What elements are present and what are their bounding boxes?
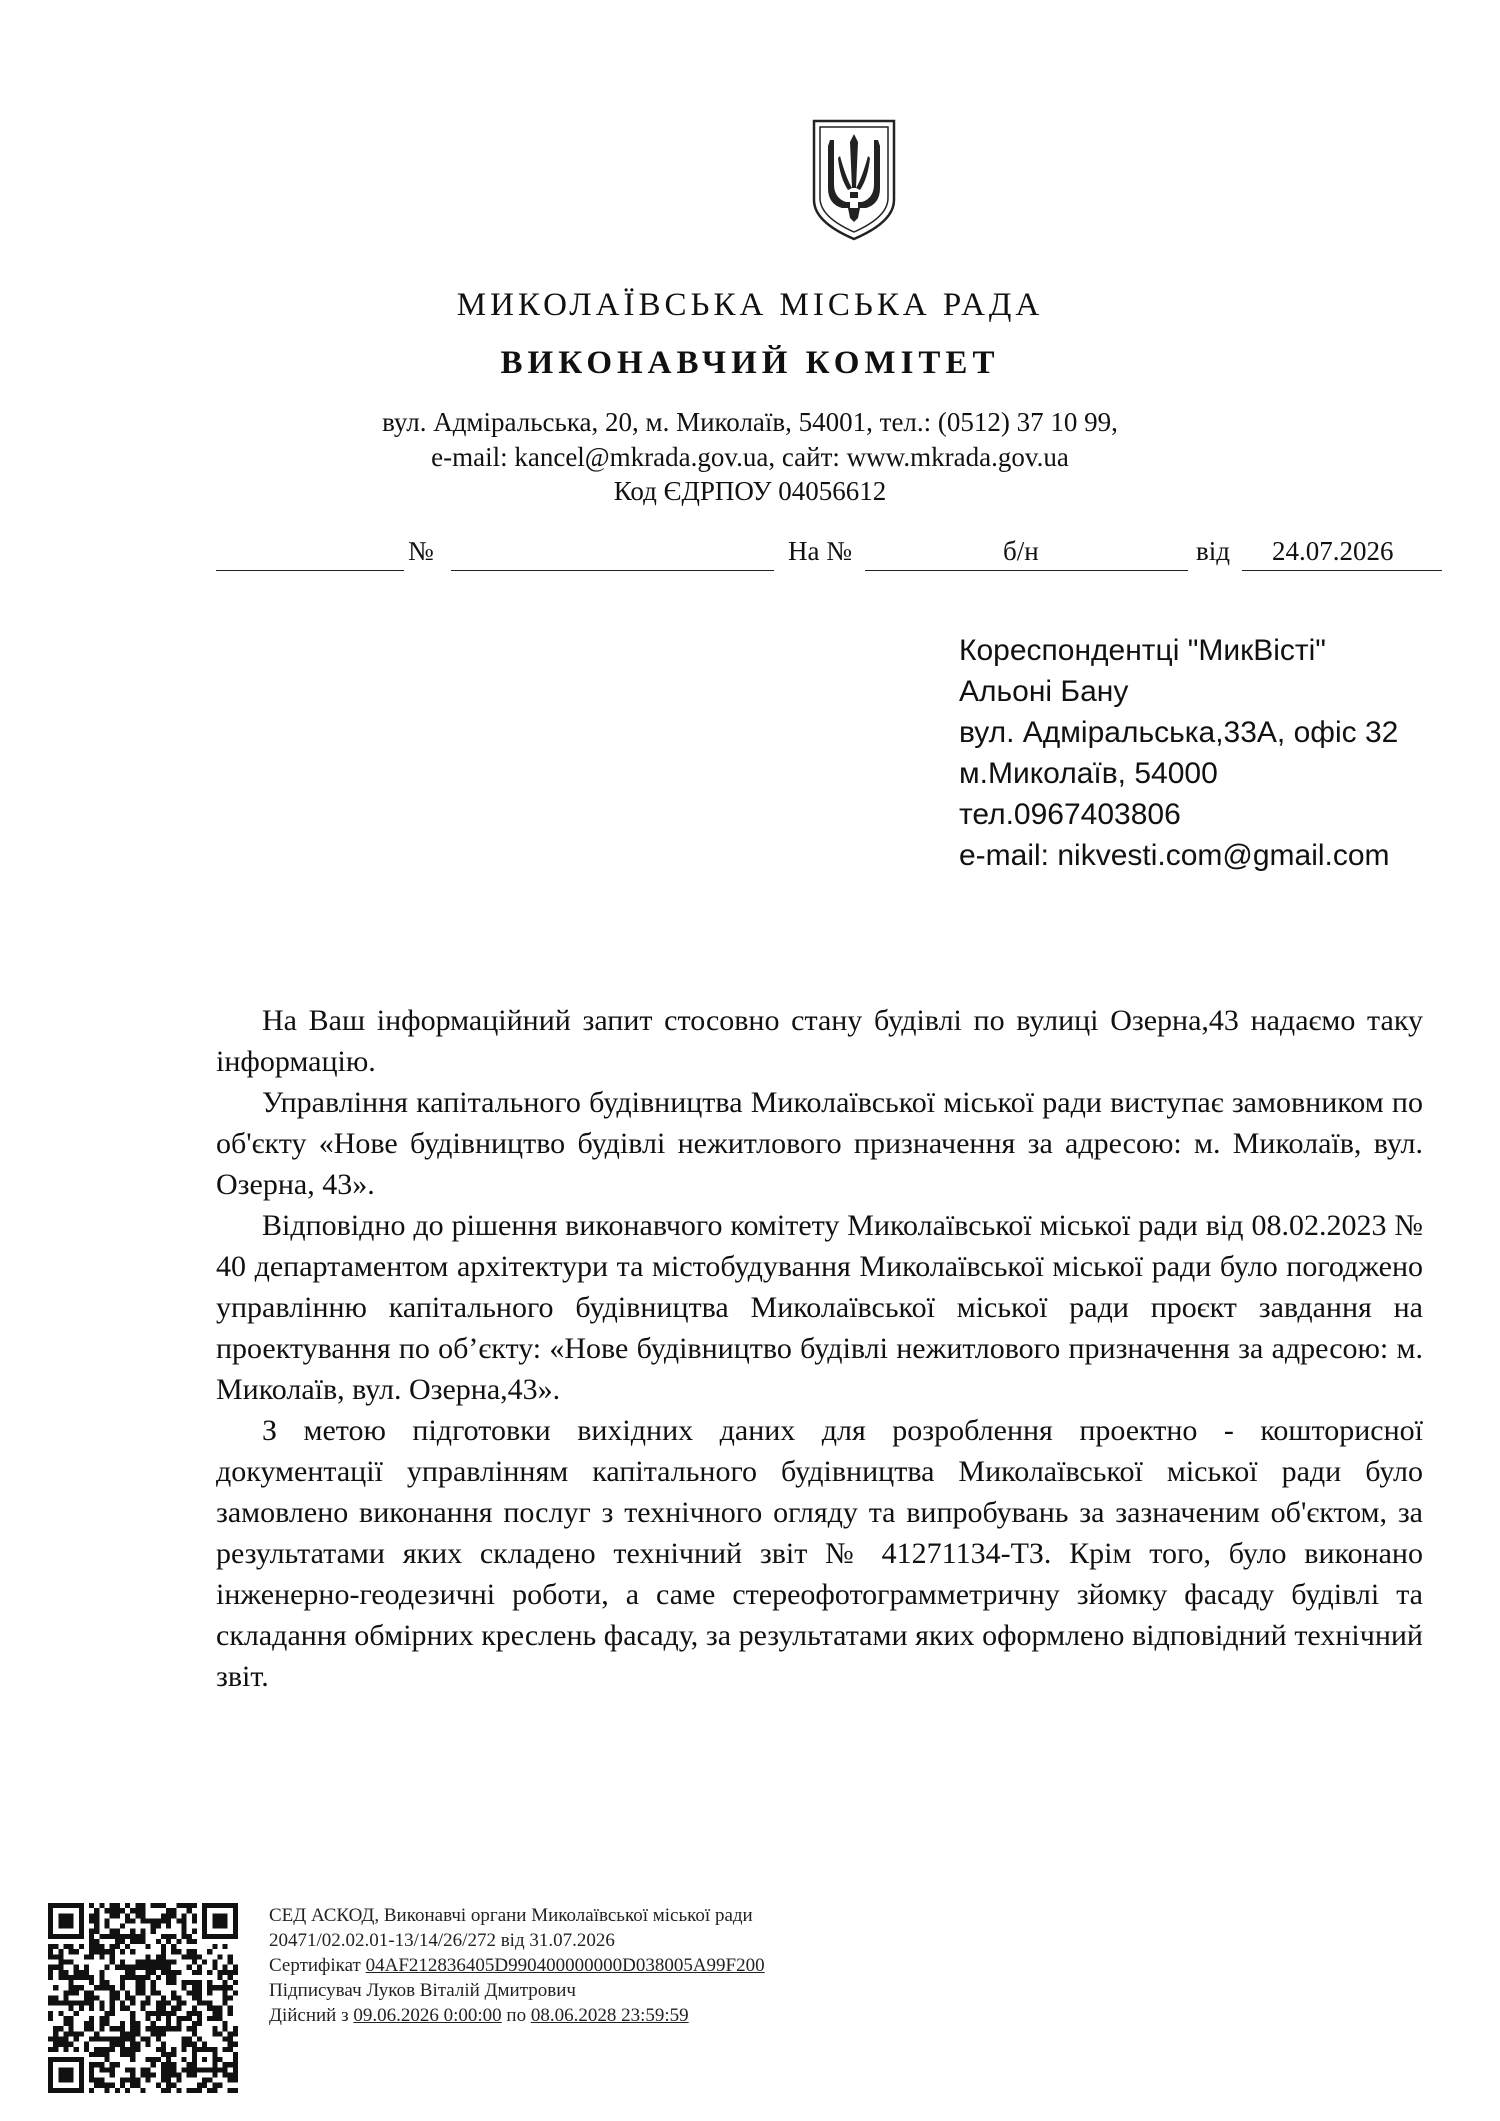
edrpou-line: Код ЄДРПОУ 04056612	[613, 476, 887, 506]
contact-line: e-mail: kancel@mkrada.gov.ua, сайт: www.mkrada.gov.ua	[431, 442, 1069, 472]
recipient-line: вул. Адміральська,33А, офіс 32	[959, 716, 1399, 749]
body-paragraph: Управління капітального будівництва Миколаївської міської ради виступає замовником по об'єкту «Нове будівництво будівлі нежитлового призначення за адресою: м. Миколаїв, вул. Озерна, 43».	[216, 1086, 1423, 1201]
signer-label: Підписувач	[269, 1980, 367, 2001]
reply-to-blank	[865, 570, 1188, 571]
reply-to-label: На №	[788, 536, 852, 566]
certificate-value: 04AF212836405D990400000000D038005A99F200	[365, 1955, 765, 1976]
letter-body	[216, 1000, 1423, 1697]
date-label: від	[1196, 536, 1230, 566]
outgoing-date-blank	[216, 570, 404, 571]
address-line: вул. Адміральська, 20, м. Миколаїв, 54001, тел.: (0512) 37 10 99,	[382, 407, 1118, 437]
date-value: 24.07.2026	[1272, 536, 1394, 566]
outgoing-number-blank	[451, 570, 774, 571]
recipient-block	[959, 630, 1398, 876]
date-blank	[1242, 570, 1442, 571]
committee-name: ВИКОНАВЧИЙ КОМІТЕТ	[500, 345, 1000, 381]
coat-of-arms-icon	[810, 118, 898, 242]
stamp-system-line: СЕД АСКОД, Виконавчі органи Миколаївської міської ради	[269, 1905, 753, 1926]
council-name: МИКОЛАЇВСЬКА МІСЬКА РАДА	[456, 287, 1044, 323]
signer-name: Луков Віталій Дмитрович	[366, 1980, 576, 2001]
signature-stamp	[269, 1903, 765, 2028]
body-paragraph: З метою підготовки вихідних даних для розроблення проектно - кошторисної документації управлінням капітального будівництва Миколаївської міської ради було замовлено виконання послуг з технічного огляду та випробувань за зазначеним об'єктом, за результатами яких складено технічний звіт № 41271134-ТЗ. Крім того, було виконано інженерно-геодезичні роботи, а саме стереофотограмметричну зйомку фасаду будівлі та складання обмірних креслень фасаду, за результатами яких оформлено відповідний технічний звіт.	[216, 1414, 1423, 1693]
recipient-line: м.Миколаїв, 54000	[959, 757, 1218, 790]
stamp-registration-line: 20471/02.02.01-13/14/26/272 від 31.07.2026	[269, 1930, 615, 1951]
recipient-line: тел.0967403806	[959, 798, 1181, 831]
reply-to-value: б/н	[1003, 536, 1039, 566]
validity-to-label: по	[501, 2005, 531, 2026]
body-paragraph: Відповідно до рішення виконавчого комітету Миколаївської міської ради від 08.02.2023 № 40 департаментом архітектури та містобудування Миколаївської міської ради було погоджено управлінню капітального будівництва Миколаївської міської ради проєкт завдання на проектування по об’єкту: «Нове будівництво будівлі нежитлового призначення за адресою: м. Миколаїв, вул. Озерна,43».	[216, 1209, 1423, 1406]
certificate-label: Сертифікат	[269, 1955, 366, 1976]
valid-from: 09.06.2026 0:00:00	[353, 2005, 502, 2026]
recipient-line: Альоні Бану	[959, 675, 1129, 708]
qr-code-icon	[48, 1903, 238, 2093]
recipient-line: e-mail: nikvesti.com@gmail.com	[959, 839, 1390, 872]
reference-line	[216, 533, 1442, 571]
stamp-signer-line	[269, 1978, 765, 2003]
validity-label: Дійсний з	[269, 2005, 354, 2026]
stamp-certificate-line	[269, 1953, 765, 1978]
body-paragraph: На Ваш інформаційний запит стосовно стану будівлі по вулиці Озерна,43 надаємо таку інформацію.	[216, 1004, 1423, 1078]
valid-to: 08.06.2028 23:59:59	[530, 2005, 689, 2026]
recipient-line: Кореспондентці "МикВісті"	[959, 634, 1326, 667]
number-label: №	[408, 536, 434, 566]
stamp-validity-line	[269, 2003, 765, 2028]
